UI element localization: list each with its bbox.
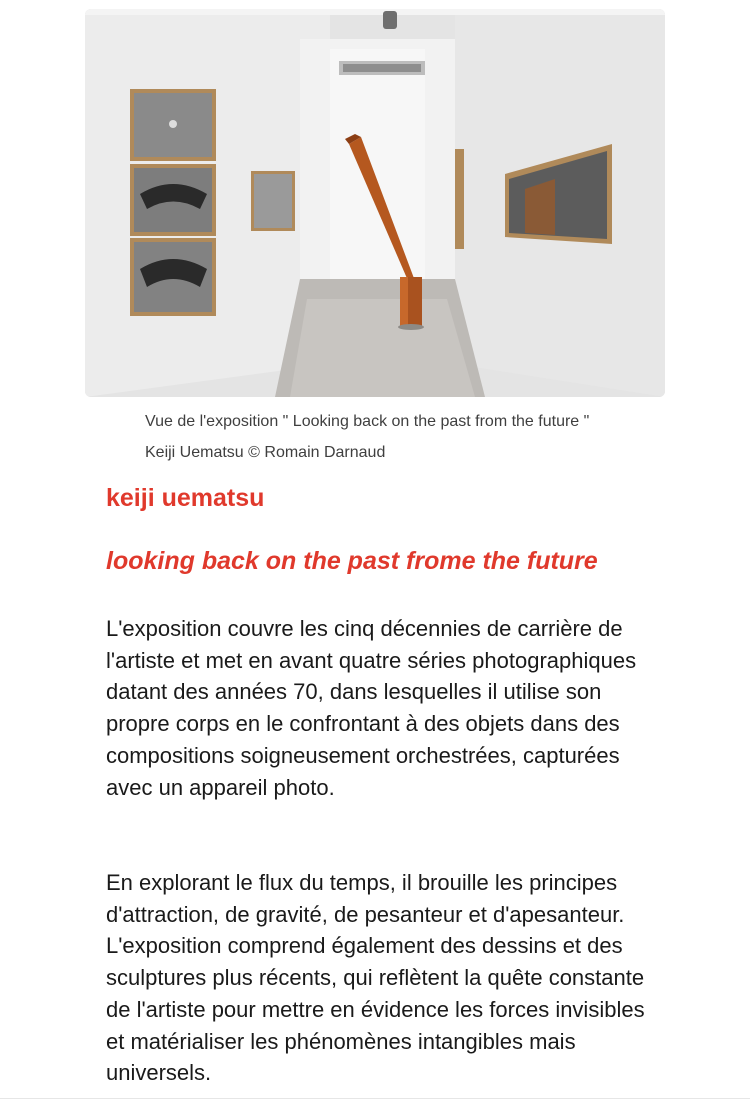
exhibition-title: looking back on the past frome the future bbox=[106, 547, 598, 575]
photo-caption bbox=[145, 406, 705, 468]
caption-line-2: Keiji Uematsu © Romain Darnaud bbox=[145, 444, 386, 461]
gallery-photo-icon bbox=[85, 9, 665, 397]
body-paragraph-2: En explorant le flux du temps, il brouille les principes d'attraction, de gravité, de pesanteur et d'apesanteur. L'exposition comprend également des dessins et des sculptures plus récents, qui reflètent la quête constante de l'artiste pour mettre en évidence les forces invisibles et matérialiser les phénomènes intangibles mais universels. bbox=[106, 870, 645, 1086]
exhibition-photo[interactable] bbox=[85, 9, 665, 397]
divider bbox=[0, 1098, 750, 1099]
artist-name: keiji uematsu bbox=[106, 484, 265, 512]
body-paragraph-1: L'exposition couvre les cinq décennies de carrière de l'artiste et met en avant quatre séries photographiques datant des années 70, dans lesquelles il utilise son propre corps en le confrontant à des objets dans des compositions soigneusement orchestrées, capturées avec un appareil photo. bbox=[106, 616, 637, 800]
caption-line-1: Vue de l'exposition " Looking back on the past from the future " bbox=[145, 413, 590, 430]
